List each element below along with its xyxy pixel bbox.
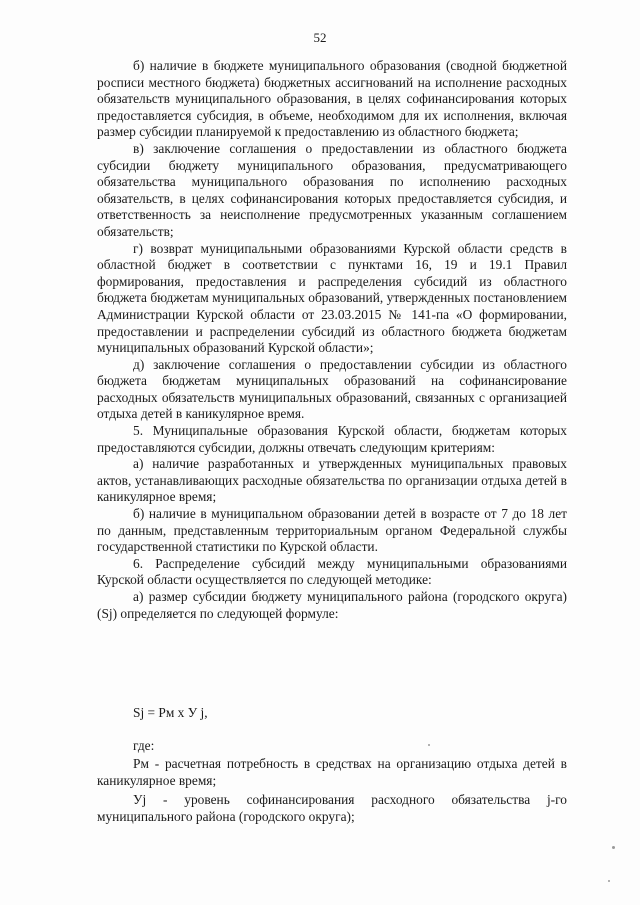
paragraph-a-legal-acts: а) наличие разработанных и утвержденных муниципальных правовых актов, устанавливающих расходные обязательства по организации отдыха детей в каникулярное время; bbox=[97, 456, 567, 505]
where-label: где: bbox=[133, 738, 155, 753]
formula-definitions bbox=[97, 756, 567, 825]
paragraph-5-criteria: 5. Муниципальные образования Курской области, бюджетам которых предоставляются субсидии, должны отвечать следующим критериям: bbox=[97, 423, 567, 455]
paragraph-a-subsidy-size: а) размер субсидии бюджету муниципального района (городского округа) (Sj) определяется по следующей формуле: bbox=[97, 589, 567, 621]
paragraph-g-refund: г) возврат муниципальными образованиями Курской области средств в областной бюджет в соответствии с пунктами 16, 19 и 19.1 Правил формирования, предоставления и распределения субсидий из областного бюджета бюджетам муниципальных образований, утвержденных постановлением Администрации Курской области от 23.03.2015 № 141-па «О формировании, предоставлении и распределении субсидий из областного бюджета бюджетам муниципальных образований Курской области»; bbox=[97, 240, 567, 356]
paragraph-d-subsidy-agreement: д) заключение соглашения о предоставлении субсидии из областного бюджета бюджетам муниципальных образований на софинансирование расходных обязательств муниципальных образований, связанных с организацией отдыха детей в каникулярное время. bbox=[97, 356, 567, 422]
definition-uj: Уj - уровень софинансирования расходного обязательства j-го муниципального района (городского округа); bbox=[97, 792, 567, 824]
definition-rm: Рм - расчетная потребность в средствах на организацию отдыха детей в каникулярное время; bbox=[97, 756, 567, 788]
subsidy-formula: Sj = Рм х У j, bbox=[133, 705, 208, 720]
paragraph-v-agreement: в) заключение соглашения о предоставлении из областного бюджета субсидии бюджету муниципального образования, предусматривающего обязательства муниципального образования по исполнению расходных обязательств, в целях софинансирования которых предоставляется субсидия, и ответственность за неисполнение предусмотренных указанным соглашением обязательств; bbox=[97, 140, 567, 239]
scan-speck bbox=[428, 744, 430, 746]
paragraph-b-children-age: б) наличие в муниципальном образовании детей в возрасте от 7 до 18 лет по данным, представленным территориальным органом Федеральной службы государственной статистики по Курской области. bbox=[97, 506, 567, 555]
document-body bbox=[97, 58, 567, 622]
paragraph-b-budget-availability: б) наличие в бюджете муниципального образования (сводной бюджетной росписи местного бюджета) бюджетных ассигнований на исполнение расходных обязательств муниципального образования, в целях софинансирования которых предоставляется субсидия, в объеме, необходимом для их исполнения, включая размер субсидии планируемой к предоставлению из областного бюджета; bbox=[97, 58, 567, 140]
scan-speck bbox=[608, 880, 610, 882]
page-number: 52 bbox=[313, 30, 327, 45]
scan-speck bbox=[612, 846, 615, 849]
paragraph-6-distribution: 6. Распределение субсидий между муниципальными образованиями Курской области осуществляется по следующей методике: bbox=[97, 555, 567, 588]
